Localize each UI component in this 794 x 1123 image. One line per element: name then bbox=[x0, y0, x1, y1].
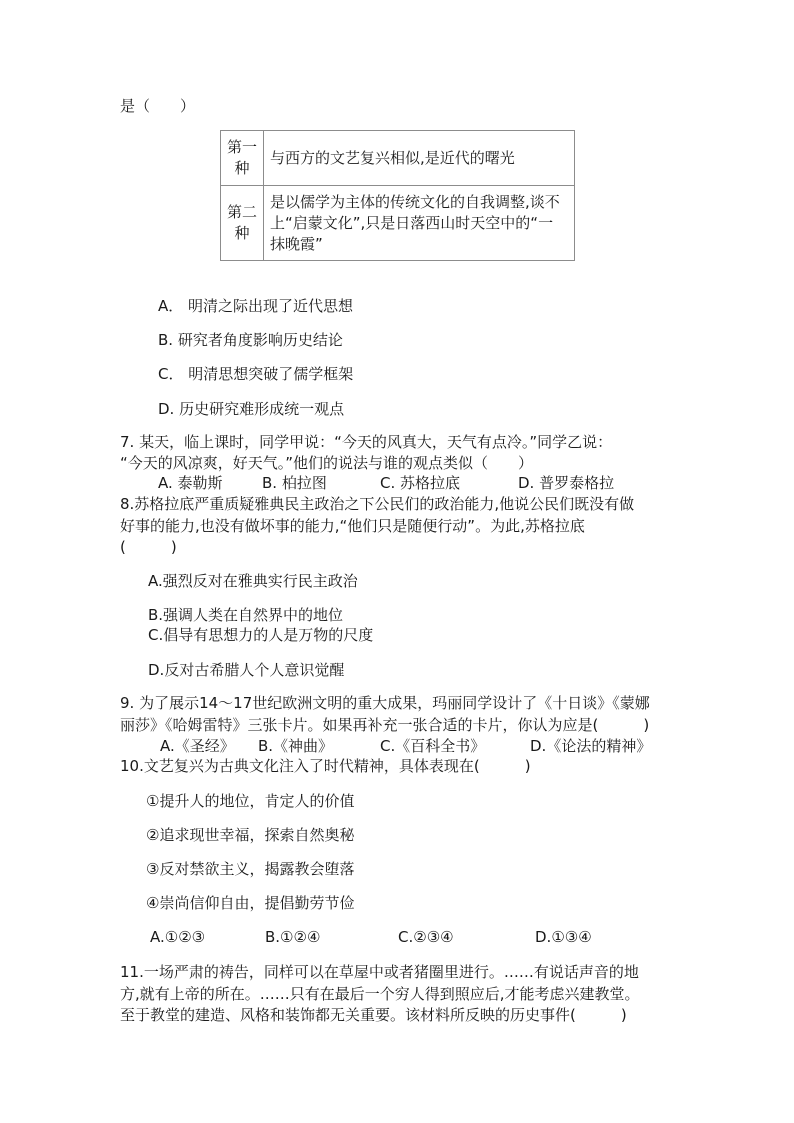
q7-stem-line2: “今天的风凉爽，好天气。”他们的说法与谁的观点类似（ ） bbox=[120, 454, 534, 472]
q8-option-b: B.强调人类在自然界中的地位 bbox=[148, 606, 344, 624]
q8-option-d: D.反对古希腊人个人意识觉醒 bbox=[148, 661, 345, 679]
q9-option-c: C.《百科全书》 bbox=[380, 737, 486, 755]
q10-option-a: A.①②③ bbox=[150, 928, 206, 946]
q7-option-b: B. 柏拉图 bbox=[262, 474, 327, 492]
table-value: 与西方的文艺复兴相似,是近代的曙光 bbox=[264, 131, 575, 186]
q9-option-d: D.《论法的精神》 bbox=[530, 737, 652, 755]
q11-stem-line1: 11.一场严肃的祷告，同样可以在草屋中或者猪圈里进行。……有说话声音的地 bbox=[120, 963, 639, 981]
q9-stem-line1: 9. 为了展示14～17世纪欧洲文明的重大成果，玛丽同学设计了《十日谈》《蒙娜 bbox=[120, 694, 650, 712]
q9-option-a: A.《圣经》 bbox=[160, 737, 235, 755]
q8-stem-line1: 8.苏格拉底严重质疑雅典民主政治之下公民们的政治能力,他说公民们既没有做 bbox=[120, 495, 635, 513]
q10-option-c: C.②③④ bbox=[398, 928, 454, 946]
q8-stem-line3: ( ) bbox=[120, 538, 177, 556]
table-key: 第二种 bbox=[221, 186, 264, 261]
q7-option-c: C. 苏格拉底 bbox=[380, 474, 461, 492]
q10-item-2: ②追求现世幸福，探索自然奥秘 bbox=[146, 826, 355, 844]
q7-stem-line1: 7. 某天，临上课时，同学甲说：“今天的风真大，天气有点冷。”同学乙说： bbox=[120, 433, 613, 451]
q11-stem-line3: 至于教堂的建造、风格和装饰都无关重要。该材料所反映的历史事件( ) bbox=[120, 1006, 627, 1024]
q9-stem-line2: 丽莎》《哈姆雷特》三张卡片。如果再补充一张合适的卡片，你认为应是( ) bbox=[120, 716, 650, 734]
q9-option-b: B.《神曲》 bbox=[258, 737, 334, 755]
q11-stem-line2: 方,就有上帝的所在。……只有在最后一个穷人得到照应后,才能考虑兴建教堂。 bbox=[120, 985, 640, 1003]
q6-comparison-table bbox=[220, 130, 575, 261]
table-row bbox=[221, 186, 575, 261]
q6-option-d: D. 历史研究难形成统一观点 bbox=[158, 400, 345, 418]
q6-option-a: A． 明清之际出现了近代思想 bbox=[158, 297, 354, 315]
table-key: 第一种 bbox=[221, 131, 264, 186]
q10-option-d: D.①③④ bbox=[535, 928, 592, 946]
q10-item-4: ④崇尚信仰自由，提倡勤劳节俭 bbox=[146, 894, 355, 912]
q8-stem-line2: 好事的能力,也没有做坏事的能力,“他们只是随便行动”。为此,苏格拉底 bbox=[120, 517, 585, 535]
q10-item-3: ③反对禁欲主义，揭露教会堕落 bbox=[146, 860, 355, 878]
table-row bbox=[221, 131, 575, 186]
q6-option-b: B. 研究者角度影响历史结论 bbox=[158, 331, 343, 349]
q8-option-a: A.强烈反对在雅典实行民主政治 bbox=[148, 572, 358, 590]
q10-option-b: B.①②④ bbox=[265, 928, 321, 946]
q7-option-d: D. 普罗泰格拉 bbox=[518, 474, 615, 492]
q10-stem: 10.文艺复兴为古典文化注入了时代精神，具体表现在( ) bbox=[120, 757, 531, 775]
q10-item-1: ①提升人的地位，肯定人的价值 bbox=[146, 792, 355, 810]
q6-option-c: C． 明清思想突破了儒学框架 bbox=[158, 365, 354, 383]
q7-option-a: A. 泰勒斯 bbox=[158, 474, 223, 492]
q6-stem-tail: 是（ ） bbox=[120, 97, 196, 115]
table-value: 是以儒学为主体的传统文化的自我调整,谈不上“启蒙文化”,只是日落西山时天空中的“一抹晚霞” bbox=[264, 186, 575, 261]
q8-option-c: C.倡导有思想力的人是万物的尺度 bbox=[148, 626, 374, 644]
